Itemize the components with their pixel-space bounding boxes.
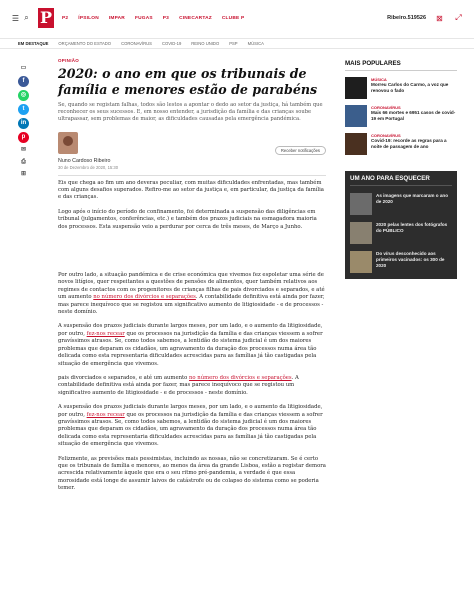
topic-link[interactable]: COVID-19 xyxy=(161,41,182,46)
pinterest-icon[interactable]: p xyxy=(18,132,29,143)
topic-link[interactable]: PSP xyxy=(229,41,238,46)
section-link[interactable]: CINECARTAZ xyxy=(179,15,212,21)
paragraph: Eis que chega ao fim um ano deveras peculiar, com muitas dificuldades enfrentadas, mas também com alguns desafios superados. Refiro-me ao setor da justiça e, em particular, da justiça da família e das crianças. xyxy=(58,179,324,201)
article-body xyxy=(58,180,326,493)
paragraph: A suspensão dos prazos judiciais durante largos meses, por um lado, e o aumento da litigiosidade, por outro, fez-nos recear que os processos na jurisdição da família e das crianças viessem a sofrer gravíssimos atrasos. Se, como todos sabemos, a lentidão do sistema judicial é um dos maiores problemas que deparam os cidadãos, um agravamento da duração dos processos numa área tão delicada como esta representaria dificuldades acrescidas para as famílias já tão castigadas pela situação de emergência que vivemos. xyxy=(58,323,323,367)
section-link[interactable]: P2 xyxy=(62,15,69,21)
twitter-icon[interactable]: t xyxy=(18,104,29,115)
whatsapp-icon[interactable]: ◎ xyxy=(18,90,29,101)
item-title[interactable]: 2020 pelas lentes dos fotógrafos do PÚBLICO xyxy=(376,222,448,233)
topic-link[interactable]: EM DESTAQUE xyxy=(18,41,49,46)
article-lead: Se, quando se registam falhas, todos são lestos a apontar o dedo ao setor da justiça, há também que reconhecer os seus sucessos. E, em nosso entender, a jurisdição da família e das crianças soube ultrapassar, sem problemas de maior, as dificuldades causadas pela emergência pandémica. xyxy=(58,102,323,123)
topic-link[interactable]: MÚSICA xyxy=(247,41,264,46)
sidebar xyxy=(345,60,457,279)
article-kicker[interactable]: OPINIÃO xyxy=(58,58,80,63)
paragraph: A suspensão dos prazos judiciais durante largos meses, por um lado, e o aumento da litigiosidade, por outro, fez-nos recear que os processos na jurisdição da família e das crianças viessem a sofrer gravíssimos atrasos. Se, como todos sabemos, a lentidão do sistema judicial é um dos maiores problemas que deparam os cidadãos, um agravamento da duração dos processos numa área tão delicada como esta representaria dificuldades acrescidas para as famílias já tão castigadas pela situação de emergência que vivemos. xyxy=(58,404,323,448)
user-name[interactable]: Ribeiro.519526 xyxy=(387,15,426,21)
share-bar xyxy=(18,64,32,182)
section-link[interactable]: FUGAS xyxy=(134,15,153,21)
section-link[interactable]: CLUBE P xyxy=(221,15,245,21)
forget-heading: UM ANO PARA ESQUECER xyxy=(350,175,452,186)
ad-space xyxy=(58,238,326,272)
paragraph: Logo após o início do período de confinamento, foi determinada a suspensão das diligências em tribunal (julgamentos, conferências, etc.) e também dos prazos judiciais na esmagadora maioria dos processos. Esta suspensão veio a perdurar por cerca de três meses, de Março a Junho. xyxy=(58,208,317,230)
linkedin-icon[interactable]: in xyxy=(18,118,29,129)
notifications-button[interactable]: Receber notificações xyxy=(275,146,326,155)
item-title[interactable]: Morreu Carlos do Carmo, a voz que renovou o fado xyxy=(371,82,449,93)
author-name[interactable]: Nuno Cardoso Ribeiro xyxy=(58,157,111,164)
thumbnail[interactable] xyxy=(345,77,367,99)
item-kicker: CORONAVÍRUS xyxy=(371,105,401,110)
email-icon[interactable]: ✉ xyxy=(20,147,27,153)
print-icon[interactable]: ⎙ xyxy=(21,159,26,165)
user-area xyxy=(387,13,464,23)
section-link[interactable]: ÍPSILON xyxy=(78,15,99,21)
author-row xyxy=(58,132,326,155)
item-title[interactable]: Mais 66 mortes e 6951 casos de covid-19 em Portugal xyxy=(371,110,456,121)
comments-icon[interactable]: ▭ xyxy=(20,65,27,71)
topic-link[interactable]: ORÇAMENTO DO ESTADO xyxy=(58,41,112,46)
forget-item[interactable] xyxy=(350,222,452,244)
topic-link[interactable]: CORONAVÍRUS xyxy=(121,41,152,46)
thumbnail[interactable] xyxy=(345,133,367,155)
forget-item[interactable] xyxy=(350,251,452,273)
divider xyxy=(58,175,326,176)
section-link[interactable]: P3 xyxy=(162,15,170,21)
item-kicker: MÚSICA xyxy=(371,77,387,82)
save-icon[interactable]: ⊞ xyxy=(20,171,27,177)
sections-nav xyxy=(62,16,244,21)
expand-icon[interactable]: ⤢ xyxy=(455,13,462,22)
popular-heading: MAIS POPULARES xyxy=(345,60,457,71)
popular-item[interactable] xyxy=(345,133,457,155)
facebook-icon[interactable]: f xyxy=(18,76,29,87)
thumbnail[interactable] xyxy=(350,193,372,215)
publish-date: 30 de Dezembro de 2020, 15:30 xyxy=(58,164,119,170)
forget-box xyxy=(345,171,457,279)
item-kicker: CORONAVÍRUS xyxy=(371,133,401,138)
inline-link[interactable]: fez-nos recear xyxy=(86,411,125,418)
thumbnail[interactable] xyxy=(350,251,372,273)
popular-item[interactable] xyxy=(345,105,457,127)
inline-link[interactable]: no número dos divórcios e separações xyxy=(189,374,292,381)
publico-logo[interactable]: P xyxy=(39,8,53,27)
article xyxy=(58,58,326,500)
forget-item[interactable] xyxy=(350,193,452,215)
bookmark-icon[interactable]: ⊠ xyxy=(436,13,443,23)
paragraph: Por outro lado, a situação pandémica e de crise económica que vivemos fez espoletar uma série de novos litígios, quer respeitantes a questões de pensões de alimentos, quer também relativos aos regimes de contactos com os progenitores de crianças filhas de pais divorciados e separados, e até um aumento no número dos divórcios e separações. A contabilidade definitiva está ainda por fazer, mas parece inequívoco que se registou um significativo aumento de litigiosidade - e de processos - neste domínio. xyxy=(58,272,325,316)
inline-link[interactable]: fez-nos recear xyxy=(86,330,125,337)
popular-item[interactable] xyxy=(345,77,457,99)
paragraph: pais divorciados e separados, e até um aumento no número dos divórcios e separações. A contabilidade definitiva está ainda por fazer, mas parece inequívoco que se registou um significativo aumento de litigiosidade - e de processos - neste domínio. xyxy=(58,374,299,396)
inline-link[interactable]: no número dos divórcios e separações xyxy=(93,294,196,301)
author-avatar[interactable] xyxy=(58,132,78,154)
item-title[interactable]: As imagens que marcaram o ano de 2020 xyxy=(376,193,448,204)
item-title[interactable]: Covid-19: recorde as regras para a noite de passagem de ano xyxy=(371,138,447,149)
topics-nav xyxy=(0,38,474,49)
article-title: 2020: o ano em que os tribunais de família e menores estão de parabéns xyxy=(58,66,318,97)
item-title[interactable]: Do vírus desconhecido aos primeiros vacinados: os 300 de 2020 xyxy=(376,251,445,268)
paragraph: Felizmente, as previsões mais pessimistas, incluindo as nossas, não se concretizaram. Se é certo que os tribunais de família e menores, ao menos da área da grande Lisboa, estão a registar demora acrescida relativamente àquele que era o seu ritmo pré-pandemia, a verdade é que essa morosidade está longe de assumir laivos de catástrofe ou de colapso do sistema como se poderia temer. xyxy=(58,455,326,492)
search-icon[interactable]: ⌕ xyxy=(24,13,29,22)
top-bar xyxy=(0,0,474,36)
section-link[interactable]: IMPAR xyxy=(108,15,125,21)
thumbnail[interactable] xyxy=(345,105,367,127)
thumbnail[interactable] xyxy=(350,222,372,244)
topic-link[interactable]: REINO UNIDO xyxy=(191,41,220,46)
menu-icon[interactable]: ☰ xyxy=(11,13,20,23)
